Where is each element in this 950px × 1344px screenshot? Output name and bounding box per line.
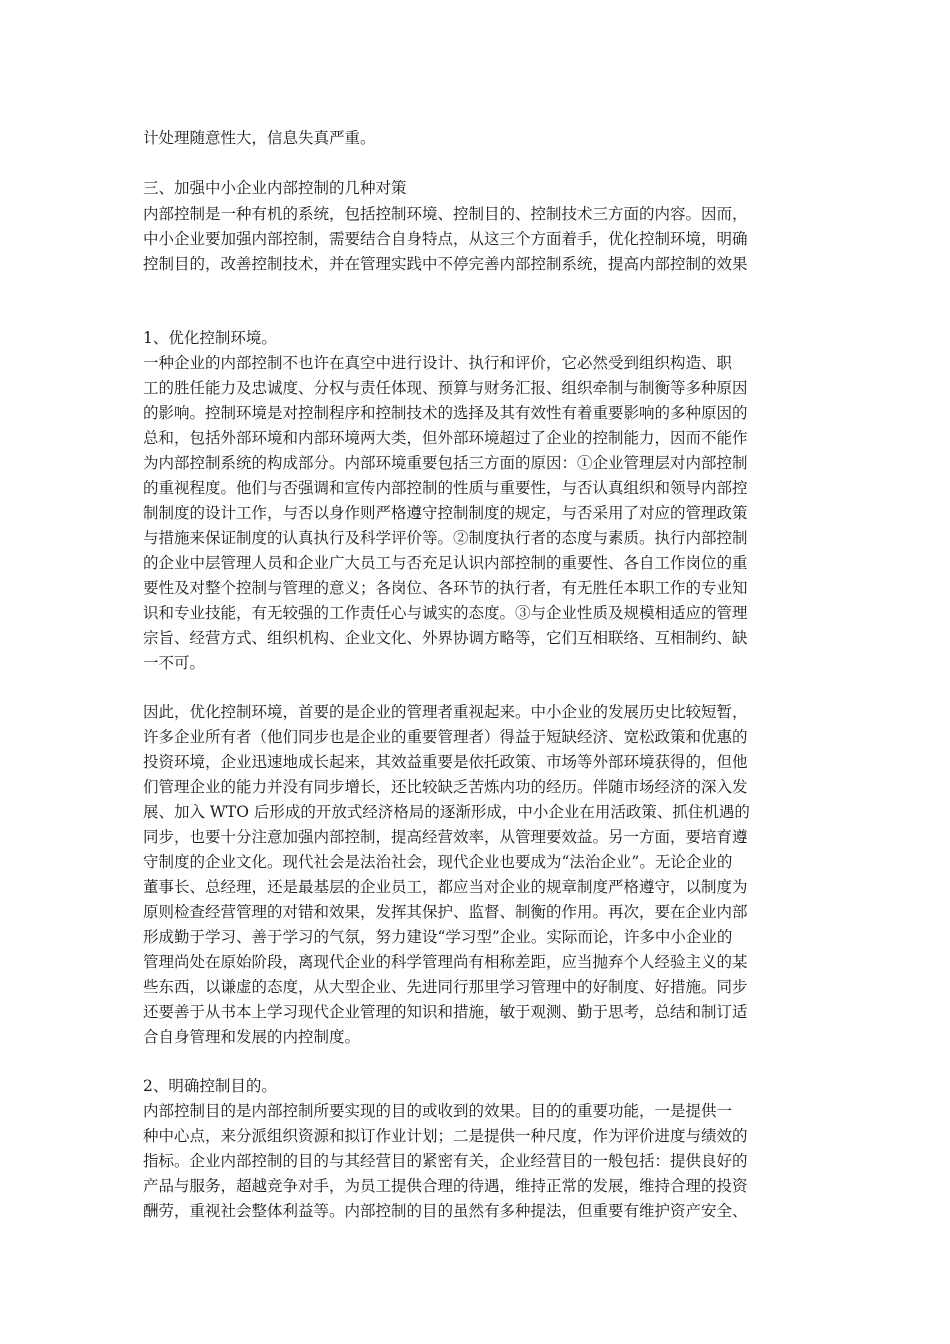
text-line: 识和专业技能，有无较强的工作责任心与诚实的态度。③与企业性质及规模相适应的管理 (143, 604, 748, 622)
text-line: 因此，优化控制环境，首要的是企业的管理者重视起来。中小企业的发展历史比较短暂， (143, 703, 748, 721)
text-line: 管理尚处在原始阶段，离现代企业的科学管理尚有相称差距，应当抛弃个人经验主义的某 (143, 953, 748, 971)
text-line: 内部控制目的是内部控制所要实现的目的或收到的效果。目的的重要功能，一是提供一 (143, 1102, 733, 1120)
text-line: 原则检查经营管理的对错和效果，发挥其保护、监督、制衡的作用。再次，要在企业内部 (143, 903, 748, 921)
text-line: 制制度的设计工作，与否以身作则严格遵守控制制度的规定，与否采用了对应的管理政策 (143, 504, 748, 522)
text-line: 同步，也要十分注意加强内部控制，提高经营效率，从管理要效益。另一方面，要培育遵 (143, 828, 748, 846)
text-line: 许多企业所有者（他们同步也是企业的重要管理者）得益于短缺经济、宽松政策和优惠的 (143, 728, 748, 746)
text-line: 展、加入 WTO 后形成的开放式经济格局的逐渐形成，中小企业在用活政策、抓住机遇的 (143, 803, 750, 821)
text-line: 为内部控制系统的构成部分。内部环境重要包括三方面的原因：①企业管理层对内部控制 (143, 454, 748, 472)
text-line: 宗旨、经营方式、组织机构、企业文化、外界协调方略等，它们互相联络、互相制约、缺 (143, 629, 748, 647)
text-line: 控制目的，改善控制技术，并在管理实践中不停完善内部控制系统，提高内部控制的效果 (143, 255, 748, 273)
text-line: 一种企业的内部控制不也许在真空中进行设计、执行和评价，它必然受到组织构造、职 (143, 354, 733, 372)
text-line: 产品与服务，超越竞争对手，为员工提供合理的待遇，维持正常的发展，维持合理的投资 (143, 1177, 748, 1195)
text-line: 投资环境，企业迅速地成长起来，其效益重要是依托政策、市场等外部环境获得的，但他 (143, 753, 748, 771)
text-line: 的企业中层管理人员和企业广大员工与否充足认识内部控制的重要性、各自工作岗位的重 (143, 554, 748, 572)
text-line: 计处理随意性大，信息失真严重。 (143, 129, 376, 147)
text-line: 与措施来保证制度的认真执行及科学评价等。②制度执行者的态度与素质。执行内部控制 (143, 529, 748, 547)
subsection-heading: 1、优化控制环境。 (143, 329, 277, 347)
text-line: 还要善于从书本上学习现代企业管理的知识和措施，敏于观测、勤于思考，总结和制订适 (143, 1003, 748, 1021)
text-line: 的影响。控制环境是对控制程序和控制技术的选择及其有效性有着重要影响的多种原因的 (143, 404, 748, 422)
text-line: 合自身管理和发展的内控制度。 (143, 1028, 361, 1046)
text-line: 种中心点，来分派组织资源和拟订作业计划；二是提供一种尺度，作为评价进度与绩效的 (143, 1127, 748, 1145)
text-line: 指标。企业内部控制的目的与其经营目的紧密有关，企业经营目的一般包括：提供良好的 (143, 1152, 748, 1170)
text-line: 一不可。 (143, 654, 206, 672)
text-line: 总和，包括外部环境和内部环境两大类，但外部环境超过了企业的控制能力，因而不能作 (143, 429, 748, 447)
text-line: 的重视程度。他们与否强调和宣传内部控制的性质与重要性，与否认真组织和领导内部控 (143, 479, 748, 497)
text-line: 内部控制是一种有机的系统，包括控制环境、控制目的、控制技术三方面的内容。因而， (143, 205, 748, 223)
text-line: 们管理企业的能力并没有同步增长，还比较缺乏苦炼内功的经历。伴随市场经济的深入发 (143, 778, 748, 796)
subsection-heading: 2、明确控制目的。 (143, 1077, 277, 1095)
text-line: 要性及对整个控制与管理的意义；各岗位、各环节的执行者，有无胜任本职工作的专业知 (143, 579, 748, 597)
text-line: 酬劳，重视社会整体利益等。内部控制的目的虽然有多种提法，但重要有维护资产安全、 (143, 1202, 748, 1220)
text-line: 中小企业要加强内部控制，需要结合自身特点，从这三个方面着手，优化控制环境，明确 (143, 230, 748, 248)
text-line: 些东西，以谦虚的态度，从大型企业、先进同行那里学习管理中的好制度、好措施。同步 (143, 978, 748, 996)
text-line: 董事长、总经理，还是最基层的企业员工，都应当对企业的规章制度严格遵守，以制度为 (143, 878, 748, 896)
text-line: 工的胜任能力及忠诚度、分权与责任体现、预算与财务汇报、组织牵制与制衡等多种原因 (143, 379, 748, 397)
text-line: 守制度的企业文化。现代社会是法治社会，现代企业也要成为“法治企业”。无论企业的 (143, 853, 733, 871)
text-line: 形成勤于学习、善于学习的气氛，努力建设“学习型”企业。实际而论，许多中小企业的 (143, 928, 733, 946)
section-heading: 三、加强中小企业内部控制的几种对策 (143, 179, 407, 197)
